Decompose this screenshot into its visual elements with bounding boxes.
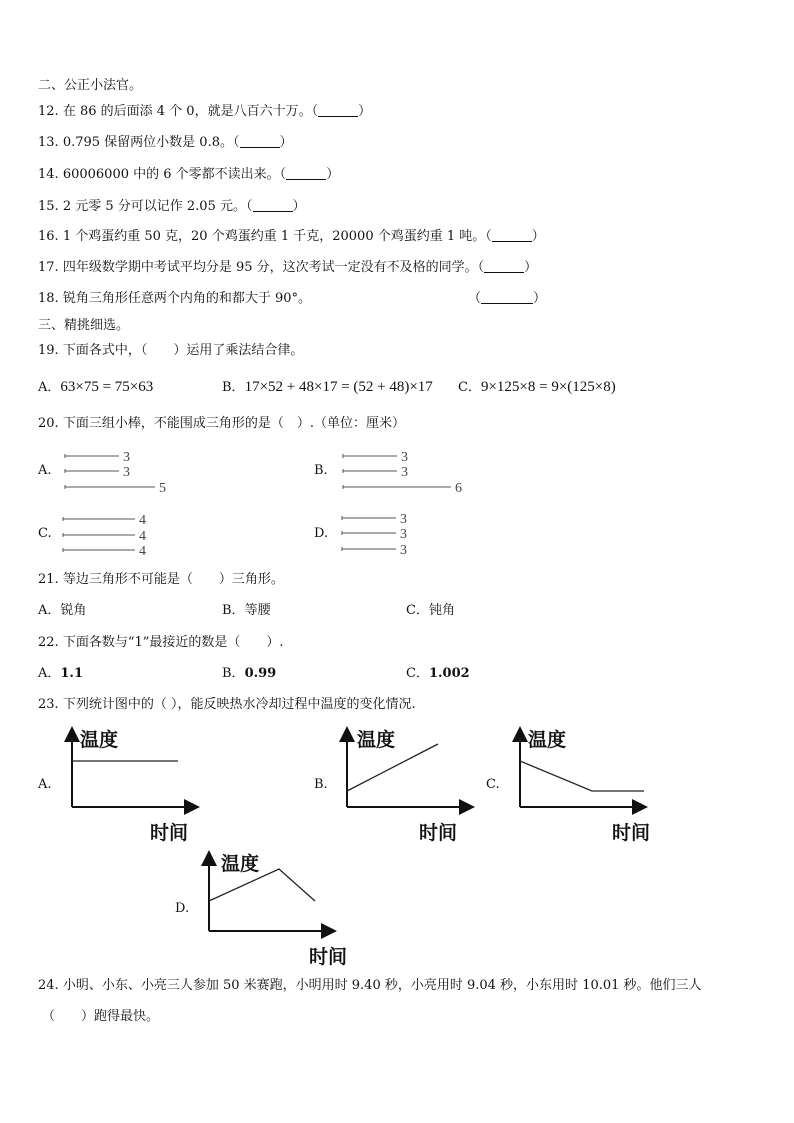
q20-option-c-sticks [60,511,180,557]
q23-option-d-label[interactable]: D. [175,901,190,916]
answer-blank[interactable] [318,104,358,117]
question-21 [38,572,284,588]
stick-length-label: 3 [123,450,130,465]
q19-option-a[interactable]: A．63×75 = 75×63 [38,379,154,395]
q19-option-c[interactable]: C．9×125×8 = 9×(125×8) [458,379,616,395]
question-text: 下面各式中，（ ）运用了乘法结合律。 [62,343,304,358]
answer-blank[interactable] [484,260,524,273]
q23-option-a-label[interactable]: A. [38,777,52,792]
stick-length-label: 5 [159,481,166,496]
q23-graph-b [335,724,485,844]
question-text: 2 元零 5 分可以记作 2.05 元。 [62,199,246,214]
section-heading-3: 三、精挑细选。 [38,318,130,333]
section-heading-2: 二、公正小法官。 [38,78,143,93]
x-axis-title: 时间 [309,946,348,968]
question-number: 23. [38,697,59,712]
question-15: 15. 2 元零 5 分可以记作 2.05 元。（ ） [38,199,306,214]
y-axis-title: 温度 [80,729,119,751]
y-axis-title: 温度 [528,729,567,751]
stick-length-label: 3 [401,465,408,480]
stick-length-label: 4 [139,544,146,559]
question-text: 四年级数学期中考试平均分是 95 分，这次考试一定没有不及格的同学。 [62,260,478,275]
stick-length-label: 3 [400,527,407,542]
option-expression: 17×52 + 48×17 = (52 + 48)×17 [244,379,433,395]
question-number: 19. [38,343,59,358]
option-expression: 63×75 = 75×63 [60,379,154,395]
question-text: 锐角三角形任意两个内角的和都大于 90°。 [62,291,312,306]
question-number: 21. [38,572,59,587]
q22-option-a[interactable]: A．1.1 [38,666,84,681]
question-14: 14. 60006000 中的 6 个零都不读出来。（ ） [38,167,340,182]
trend-line [520,761,644,791]
y-axis-title: 温度 [357,729,396,751]
question-number: 14. [38,167,59,182]
question-22 [38,635,284,651]
question-13: 13. 0.795 保留两位小数是 0.8。（ ） [38,135,293,150]
q19-option-b[interactable]: B．17×52 + 48×17 = (52 + 48)×17 [222,379,433,395]
answer-blank[interactable] [240,135,280,148]
question-23 [38,697,416,713]
answer-blank[interactable] [481,291,533,304]
question-18-answer: （ ） [468,291,547,306]
q23-graph-c [508,724,658,844]
q20-option-a-sticks [62,448,182,494]
q20-option-a-label[interactable]: A. [38,463,52,478]
stick-length-label: 6 [455,481,462,496]
question-24-line2: （ ）跑得最快。 [42,1009,160,1024]
question-12: 12. 在 86 的后面添 4 个 0，就是八百六十万。（ ） [38,104,372,119]
trend-line [347,744,438,791]
question-19 [38,343,303,359]
answer-blank[interactable] [286,167,326,180]
q20-option-d-sticks [339,511,459,557]
answer-blank[interactable] [253,199,293,212]
q21-option-c[interactable]: C．钝角 [406,603,455,618]
q20-option-c-label[interactable]: C. [38,526,52,541]
question-text: 下面三组小棒，不能围成三角形的是（ ）.（单位：厘米） [62,416,405,431]
question-number: 24. [38,978,59,993]
q23-graph-a [60,724,210,844]
question-20 [38,416,405,432]
q20-option-d-label[interactable]: D. [314,526,329,541]
stick-length-label: 4 [139,529,146,544]
q23-option-b-label[interactable]: B. [314,777,328,792]
question-text: 60006000 中的 6 个零都不读出来。 [62,167,280,182]
question-16: 16. 1 个鸡蛋约重 50 克，20 个鸡蛋约重 1 千克，20000 个鸡蛋约重 1 吨。（ ） [38,229,545,244]
stick-length-label: 4 [139,513,146,528]
question-number: 20. [38,416,59,431]
stick-length-label: 3 [123,465,130,480]
question-number: 16. [38,229,59,244]
q21-option-a[interactable]: A．锐角 [38,603,87,618]
question-text: 下面各数与“1”最接近的数是（ ）. [62,635,284,650]
q21-option-b[interactable]: B．等腰 [222,603,271,618]
question-text: 等边三角形不可能是（ ）三角形。 [62,572,284,587]
answer-blank[interactable] [492,229,532,242]
question-number: 13. [38,135,59,150]
q22-option-b[interactable]: B．0.99 [222,666,277,681]
q23-graph-d [197,848,347,968]
option-expression: 9×125×8 = 9×(125×8) [480,379,616,395]
question-24 [38,978,702,994]
question-text: 1 个鸡蛋约重 50 克，20 个鸡蛋约重 1 千克，20000 个鸡蛋约重 1 吨。 [62,229,486,244]
x-axis-title: 时间 [612,822,651,844]
y-axis-title: 温度 [221,853,260,875]
question-number: 17. [38,260,59,275]
stick-length-label: 3 [400,543,407,558]
question-text: 0.795 保留两位小数是 0.8。 [62,135,233,150]
question-number: 22. [38,635,59,650]
question-text: 小明、小东、小亮三人参加 50 米赛跑，小明用时 9.40 秒，小亮用时 9.04 秒，小东用时 10.01 秒。他们三人 [62,978,702,993]
question-number: 12. [38,104,59,119]
stick-length-label: 3 [401,450,408,465]
q20-option-b-label[interactable]: B. [314,463,328,478]
question-text: 下列统计图中的（ ），能反映热水冷却过程中温度的变化情况. [62,697,416,712]
x-axis-title: 时间 [150,822,189,844]
q23-option-c-label[interactable]: C. [486,777,500,792]
q20-option-b-sticks [340,448,480,494]
question-text: 在 86 的后面添 4 个 0，就是八百六十万。 [62,104,312,119]
stick-length-label: 3 [400,512,407,527]
q22-option-c[interactable]: C．1.002 [406,666,470,681]
question-number: 15. [38,199,59,214]
x-axis-title: 时间 [419,822,458,844]
question-number: 18. [38,291,59,306]
question-17: 17. 四年级数学期中考试平均分是 95 分，这次考试一定没有不及格的同学。（ ） [38,260,538,275]
question-18 [38,291,311,307]
